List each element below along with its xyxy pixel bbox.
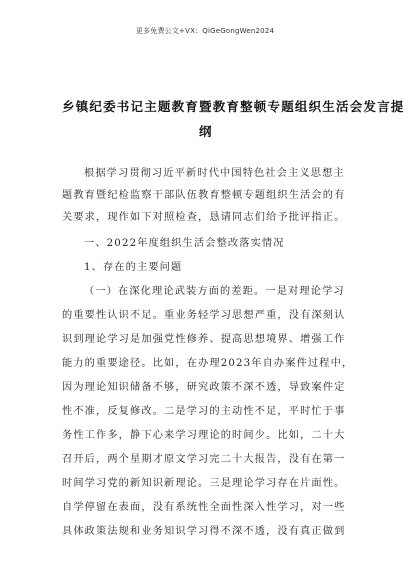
paragraph-line: 关要求，现作如下对照检查，恳请同志们给予批评指正。 xyxy=(62,212,346,223)
paragraph-line: （一）在深化理论武装方面的差距。一是对理论学习 xyxy=(84,286,345,297)
paragraph-line: 根据学习贯彻习近平新时代中国特色社会主义思想主 xyxy=(84,168,345,179)
paragraph-line: 题教育暨纪检监察干部队伍教育整顿专题组织生活会的有 xyxy=(62,190,346,201)
document-title-line-2: 纲 xyxy=(199,124,213,139)
paragraph-line: 的重要性认识不足。重业务轻学习思想严重，没有深刻认 xyxy=(62,310,346,321)
paragraph-line: 时间学习党的新知识新理论。三是理论学习存在片面性。 xyxy=(62,478,346,489)
paragraph-line: 性不准，反复修改。二是学习的主动性不足，平时忙于事 xyxy=(62,406,346,417)
header-note: 更多免费公文+VX：QiGeGongWen2024 xyxy=(135,27,275,35)
paragraph-line: 自学停留在表面，没有系统性全面性深入性学习，对一些 xyxy=(62,502,346,513)
section-heading: 一、2022年度组织生活会整改落实情况 xyxy=(84,238,285,249)
document-title-line-1: 乡镇纪委书记主题教育暨教育整顿专题组织生活会发言提 xyxy=(62,99,405,114)
paragraph-line: 识到理论学习是加强党性修养、提高思想境界、增强工作 xyxy=(62,334,346,345)
subsection-heading: 1、存在的主要问题 xyxy=(84,262,183,273)
paragraph-line: 召开后，两个星期才原文学习完二十大报告，没有在第一 xyxy=(62,454,346,465)
paragraph-line: 能力的重要途径。比如，在办理2023年自办案件过程中， xyxy=(62,358,354,369)
paragraph-line: 务性工作多，静下心来学习理论的时间少。比如，二十大 xyxy=(62,430,346,441)
paragraph-line: 因为理论知识储备不够，研究政策不深不透，导致案件定 xyxy=(62,382,346,393)
paragraph-line: 具体政策法规和业务知识学习得不深不透，没有真正做到 xyxy=(62,526,346,537)
